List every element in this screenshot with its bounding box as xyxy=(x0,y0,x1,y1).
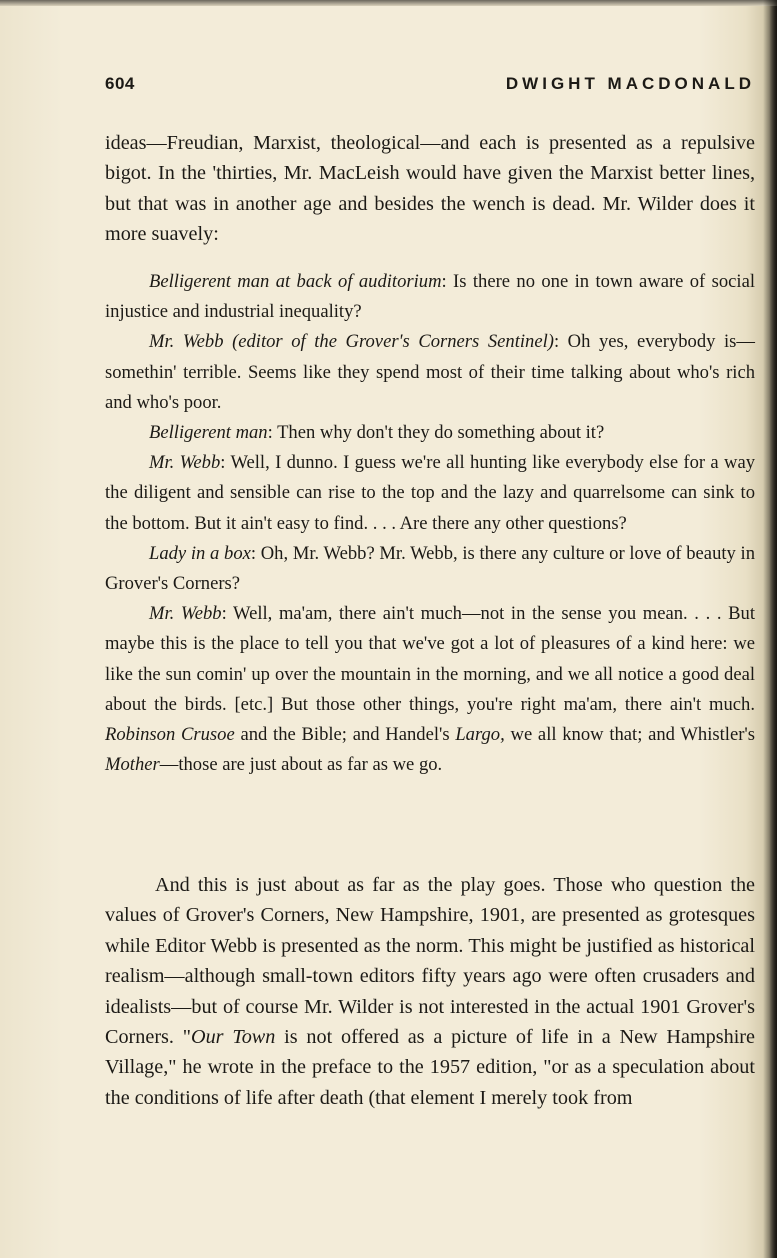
speaker-name: Mr. Webb xyxy=(149,452,221,474)
dialogue-text: : Well, ma'am, there ain't much—not in the sense you mean. . . . But maybe this is the place to tell you that we've got a lot of pleasures of a kind here: we like the sun comin' up over the mountain in the morning, and we all notice a good deal about the birds. [etc.] But those other things, you're right ma'am, there ain't much. xyxy=(105,603,755,715)
intro-paragraph: ideas—Freudian, Marxist, theological—and each is presented as a repulsive bigot. In the 'thirties, Mr. MacLeish would have given the Marxist better lines, but that was in another age and besides the wench is dead. Mr. Wilder does it more suavely: xyxy=(105,132,755,246)
page-top-edge xyxy=(0,0,777,6)
closing-text-part: is not offered as a picture of life in a New Hampshire Village," he wrote in the preface to the 1957 edition, "or as a speculation about the conditions of life after death (that element I merely took from xyxy=(105,1026,755,1109)
title-mother: Mother xyxy=(105,754,160,776)
dialogue-text: : Well, I dunno. I guess we're all hunting like everybody else for a way the diligent and sensible can rise to the top and the lazy and quarrelsome can sink to the bottom. But it ain't easy to find. . . . Are there any other questions? xyxy=(105,452,755,534)
dialogue-line xyxy=(105,539,755,599)
dialogue-block xyxy=(105,267,755,780)
title-largo: Largo, xyxy=(455,724,505,746)
closing-paragraph xyxy=(105,870,755,1113)
dialogue-line xyxy=(105,267,755,327)
dialogue-text: : Oh yes, everybody is—somethin' terrible. Seems like they spend most of their time talking about who's rich and who's poor. xyxy=(105,331,755,413)
dialogue-text: we all know that; and Whistler's xyxy=(504,724,755,746)
speaker-name: Belligerent man at back of auditorium xyxy=(149,271,442,292)
dialogue-text: and the Bible; and Handel's xyxy=(234,724,456,746)
running-head: DWIGHT MACDONALD xyxy=(505,74,755,93)
page-header xyxy=(105,74,755,102)
closing-text xyxy=(105,870,755,1113)
speaker-name: Mr. Webb xyxy=(149,603,222,625)
dialogue-text: : Then why don't they do something about it? xyxy=(267,422,605,444)
title-our-town: Our Town xyxy=(191,1026,276,1049)
dialogue-text: : Is there no one in town aware of social injustice and industrial inequality? xyxy=(105,271,756,323)
dialogue-text: —those are just about as far as we go. xyxy=(159,754,443,776)
dialogue-line xyxy=(105,418,755,448)
dialogue-line xyxy=(105,599,755,780)
speaker-name: Belligerent man xyxy=(149,422,268,444)
dialogue-text: : Oh, Mr. Webb? Mr. Webb, is there any culture or love of beauty in Grover's Corners? xyxy=(105,542,755,595)
title-robinson-crusoe: Robinson Crusoe xyxy=(105,724,235,746)
page-edge-shadow xyxy=(763,0,777,1258)
closing-text-part: And this is just about as far as the play goes. Those who question the values of Grover's Corners, New Hampshire, 1901, are presented as grotesques while Editor Webb is presented as the norm. This might be justified as historical realism—although small-town editors fifty years ago were often crusaders and idealists—but of course Mr. Wilder is not interested in the actual 1901 Grover's Corners. " xyxy=(105,874,755,1049)
dialogue-line xyxy=(105,448,755,539)
speaker-name: Lady in a box xyxy=(149,542,251,564)
dialogue-line xyxy=(105,327,755,418)
page-number: 604 xyxy=(105,74,135,93)
speaker-name: Mr. Webb (editor of the Grover's Corners Sentinel) xyxy=(149,331,554,353)
